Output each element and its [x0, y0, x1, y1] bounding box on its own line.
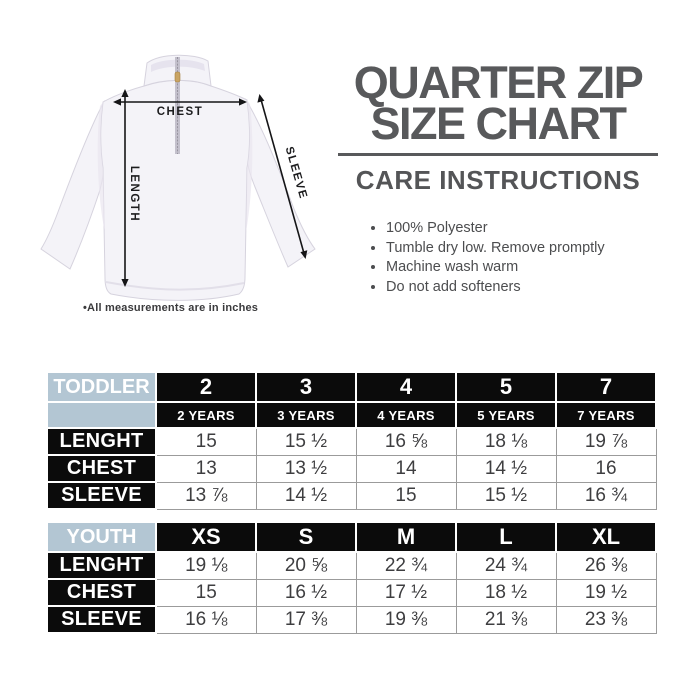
left-sleeve-shape: [41, 102, 105, 269]
size-value: 26 ⅜: [556, 552, 656, 579]
size-value: 14: [356, 455, 456, 482]
size-value: 13: [156, 455, 256, 482]
size-column-header: 7: [556, 372, 656, 402]
size-value: 15 ½: [456, 482, 556, 509]
measurements-note: •All measurements are in inches: [83, 302, 259, 314]
table-row: [47, 552, 656, 579]
youth-size-table: [46, 521, 657, 634]
age-subheader: 3 YEARS: [256, 402, 356, 428]
size-value: 18 ⅛: [456, 428, 556, 455]
size-value: 15 ½: [256, 428, 356, 455]
title-divider: [338, 153, 658, 156]
garment-diagram: [20, 42, 330, 307]
toddler-empty-cell: [47, 402, 156, 428]
youth-group-header: YOUTH: [47, 522, 156, 552]
size-value: 13 ½: [256, 455, 356, 482]
care-item: • Machine wash warm: [386, 258, 605, 278]
size-value: 14 ½: [256, 482, 356, 509]
table-row: [47, 482, 656, 509]
table-row: [47, 606, 656, 633]
page-title: [336, 57, 660, 150]
size-column-header: XS: [156, 522, 256, 552]
age-subheader: 7 YEARS: [556, 402, 656, 428]
size-value: 20 ⅝: [256, 552, 356, 579]
size-column-header: 4: [356, 372, 456, 402]
size-value: 21 ⅜: [456, 606, 556, 633]
size-value: 19 ⅛: [156, 552, 256, 579]
table-row: [47, 402, 656, 428]
size-value: 19 ½: [556, 579, 656, 606]
care-item: • Do not add softeners: [386, 278, 605, 298]
size-value: 16 ¾: [556, 482, 656, 509]
size-value: 17 ⅜: [256, 606, 356, 633]
toddler-size-table: [46, 371, 657, 510]
size-value: 18 ½: [456, 579, 556, 606]
size-value: 13 ⅞: [156, 482, 256, 509]
chest-dim-label: CHEST: [156, 106, 204, 118]
measure-row-label: LENGHT: [47, 552, 156, 579]
table-row: [47, 522, 656, 552]
size-value: 15: [356, 482, 456, 509]
size-column-header: 5: [456, 372, 556, 402]
table-row: [47, 428, 656, 455]
measure-row-label: LENGHT: [47, 428, 156, 455]
size-value: 14 ½: [456, 455, 556, 482]
size-column-header: 2: [156, 372, 256, 402]
size-value: 19 ⅞: [556, 428, 656, 455]
size-value: 15: [156, 579, 256, 606]
length-dim-label: LENGTH: [128, 165, 140, 223]
size-value: 24 ¾: [456, 552, 556, 579]
age-subheader: 5 YEARS: [456, 402, 556, 428]
size-value: 22 ¾: [356, 552, 456, 579]
table-row: [47, 372, 656, 402]
sleeve-dim-label: SLEEVE: [282, 145, 310, 201]
measure-row-label: CHEST: [47, 455, 156, 482]
page-title-line1: QUARTER ZIP: [353, 57, 643, 108]
size-value: 16 ⅝: [356, 428, 456, 455]
size-value: 16 ⅛: [156, 606, 256, 633]
table-row: [47, 455, 656, 482]
care-item: • 100% Polyester: [386, 219, 605, 239]
page-title-line2: SIZE CHART: [370, 98, 626, 150]
zipper-pull: [175, 72, 180, 82]
size-value: 17 ½: [356, 579, 456, 606]
care-instructions-list: [366, 219, 605, 297]
age-subheader: 4 YEARS: [356, 402, 456, 428]
quarter-zip-illustration: [20, 42, 330, 304]
table-row: [47, 579, 656, 606]
size-column-header: S: [256, 522, 356, 552]
size-value: 16 ½: [256, 579, 356, 606]
size-value: 15: [156, 428, 256, 455]
measure-row-label: SLEEVE: [47, 606, 156, 633]
toddler-group-header: TODDLER: [47, 372, 156, 402]
age-subheader: 2 YEARS: [156, 402, 256, 428]
size-value: 19 ⅜: [356, 606, 456, 633]
care-item: • Tumble dry low. Remove promptly: [386, 239, 605, 259]
size-column-header: XL: [556, 522, 656, 552]
size-column-header: M: [356, 522, 456, 552]
size-value: 16: [556, 455, 656, 482]
measure-row-label: CHEST: [47, 579, 156, 606]
size-value: 23 ⅜: [556, 606, 656, 633]
care-instructions-heading: CARE INSTRUCTIONS: [355, 165, 641, 195]
measure-row-label: SLEEVE: [47, 482, 156, 509]
size-column-header: 3: [256, 372, 356, 402]
size-column-header: L: [456, 522, 556, 552]
